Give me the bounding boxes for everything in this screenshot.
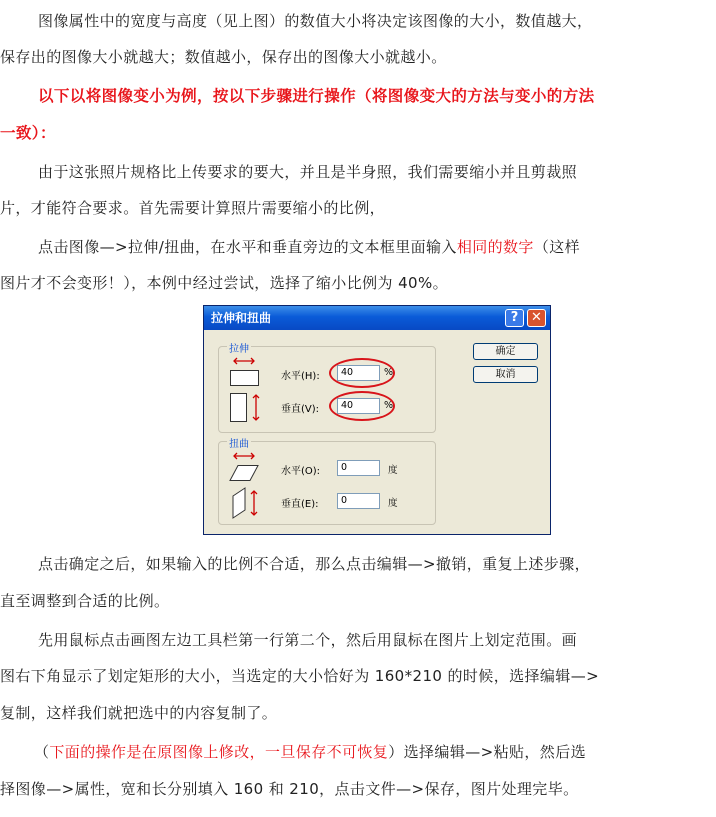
degree-unit: 度: [388, 498, 398, 509]
text-line: 保存出的图像大小就越大；数值越小，保存出的图像大小就越小。: [0, 48, 447, 66]
text-line: 图片才不会变形！），本例中经过尝试，选择了缩小比例为 40%。: [0, 274, 449, 292]
paragraph-6: [0, 621, 716, 659]
text-line: 择图像—>属性，宽和长分别填入 160 和 210，点击文件—>保存，图片处理完毕。: [0, 780, 579, 798]
stretch-horizontal-icon: [228, 356, 260, 390]
warning-text: 下面的操作是在原图像上修改，一旦保存不可恢复: [49, 743, 389, 761]
skew-vertical-input[interactable]: 0: [337, 493, 380, 509]
text-line: 图右下角显示了划定矩形的大小，当选定的大小恰好为 160*210 的时候，选择编辑—>: [0, 667, 600, 685]
ok-button[interactable]: 确定: [473, 343, 538, 360]
highlight-oval: [329, 358, 395, 388]
skew-horizontal-label: 水平(O):: [281, 466, 321, 477]
stretch-group-label: 拉伸: [227, 340, 251, 355]
paragraph-1: [0, 2, 716, 40]
paragraph-2-highlight: [0, 77, 716, 115]
paragraph-6-line-3: [0, 694, 716, 732]
paragraph-2-line-2: [0, 114, 716, 152]
text-line: 点击确定之后，如果输入的比例不合适，那么点击编辑—>撤销，重复上述步骤，: [38, 555, 590, 573]
text-line: （: [34, 743, 50, 761]
percent-unit: %: [384, 367, 394, 378]
paragraph-1-line-2: [0, 38, 716, 76]
paragraph-6-line-2: [0, 657, 716, 695]
paragraph-3: [0, 153, 716, 191]
help-icon: ?: [510, 310, 519, 325]
skew-vertical-label: 垂直(E):: [281, 499, 319, 510]
skew-horizontal-input[interactable]: 0: [337, 460, 380, 476]
stretch-vertical-input[interactable]: 40: [337, 398, 380, 414]
skew-horizontal-icon: [228, 451, 260, 485]
skew-group-label: 扭曲: [227, 435, 251, 450]
paragraph-4: [0, 228, 716, 266]
stretch-horizontal-input[interactable]: 40: [337, 365, 380, 381]
text-line: 点击图像—>拉伸/扭曲，在水平和垂直旁边的文本框里面输入: [38, 238, 457, 256]
skew-vertical-icon: [232, 486, 264, 520]
percent-unit: %: [384, 400, 394, 411]
text-line: 图像属性中的宽度与高度（见上图）的数值大小将决定该图像的大小，数值越大，: [38, 12, 593, 30]
help-button[interactable]: [505, 309, 524, 327]
stretch-horizontal-label: 水平(H):: [281, 371, 320, 382]
text-line: 复制，这样我们就把选中的内容复制了。: [0, 704, 278, 722]
text-line: ）选择编辑—>粘贴，然后选: [388, 743, 586, 761]
text-line: 以下以将图像变小为例，按以下步骤进行操作（将图像变大的方法与变小的方法: [38, 87, 595, 105]
paragraph-5: [0, 545, 716, 583]
text-line: 片，才能符合要求。首先需要计算照片需要缩小的比例，: [0, 199, 386, 217]
paragraph-4-line-2: [0, 264, 716, 302]
paragraph-3-line-2: [0, 189, 716, 227]
text-line: 先用鼠标点击画图左边工具栏第一行第二个，然后用鼠标在图片上划定范围。画: [38, 631, 578, 649]
stretch-vertical-label: 垂直(V):: [281, 404, 320, 415]
dialog-title: 拉伸和扭曲: [211, 311, 272, 325]
close-icon: ✕: [531, 310, 542, 325]
stretch-vertical-icon: [230, 392, 264, 424]
highlight-text: 相同的数字: [456, 238, 534, 256]
cancel-button[interactable]: 取消: [473, 366, 538, 383]
stretch-skew-dialog: [203, 305, 551, 535]
text-line: 直至调整到合适的比例。: [0, 592, 170, 610]
text-line: 一致）：: [0, 124, 56, 142]
degree-unit: 度: [388, 465, 398, 476]
highlight-oval: [329, 391, 395, 421]
paragraph-7-line-2: [0, 770, 716, 808]
close-button[interactable]: [527, 309, 546, 327]
text-line: 由于这张照片规格比上传要求的要大，并且是半身照，我们需要缩小并且剪裁照: [38, 163, 578, 181]
paragraph-5-line-2: [0, 582, 716, 620]
dialog-titlebar: [204, 306, 550, 330]
text-line: （这样: [533, 238, 581, 256]
paragraph-7: [0, 733, 716, 771]
